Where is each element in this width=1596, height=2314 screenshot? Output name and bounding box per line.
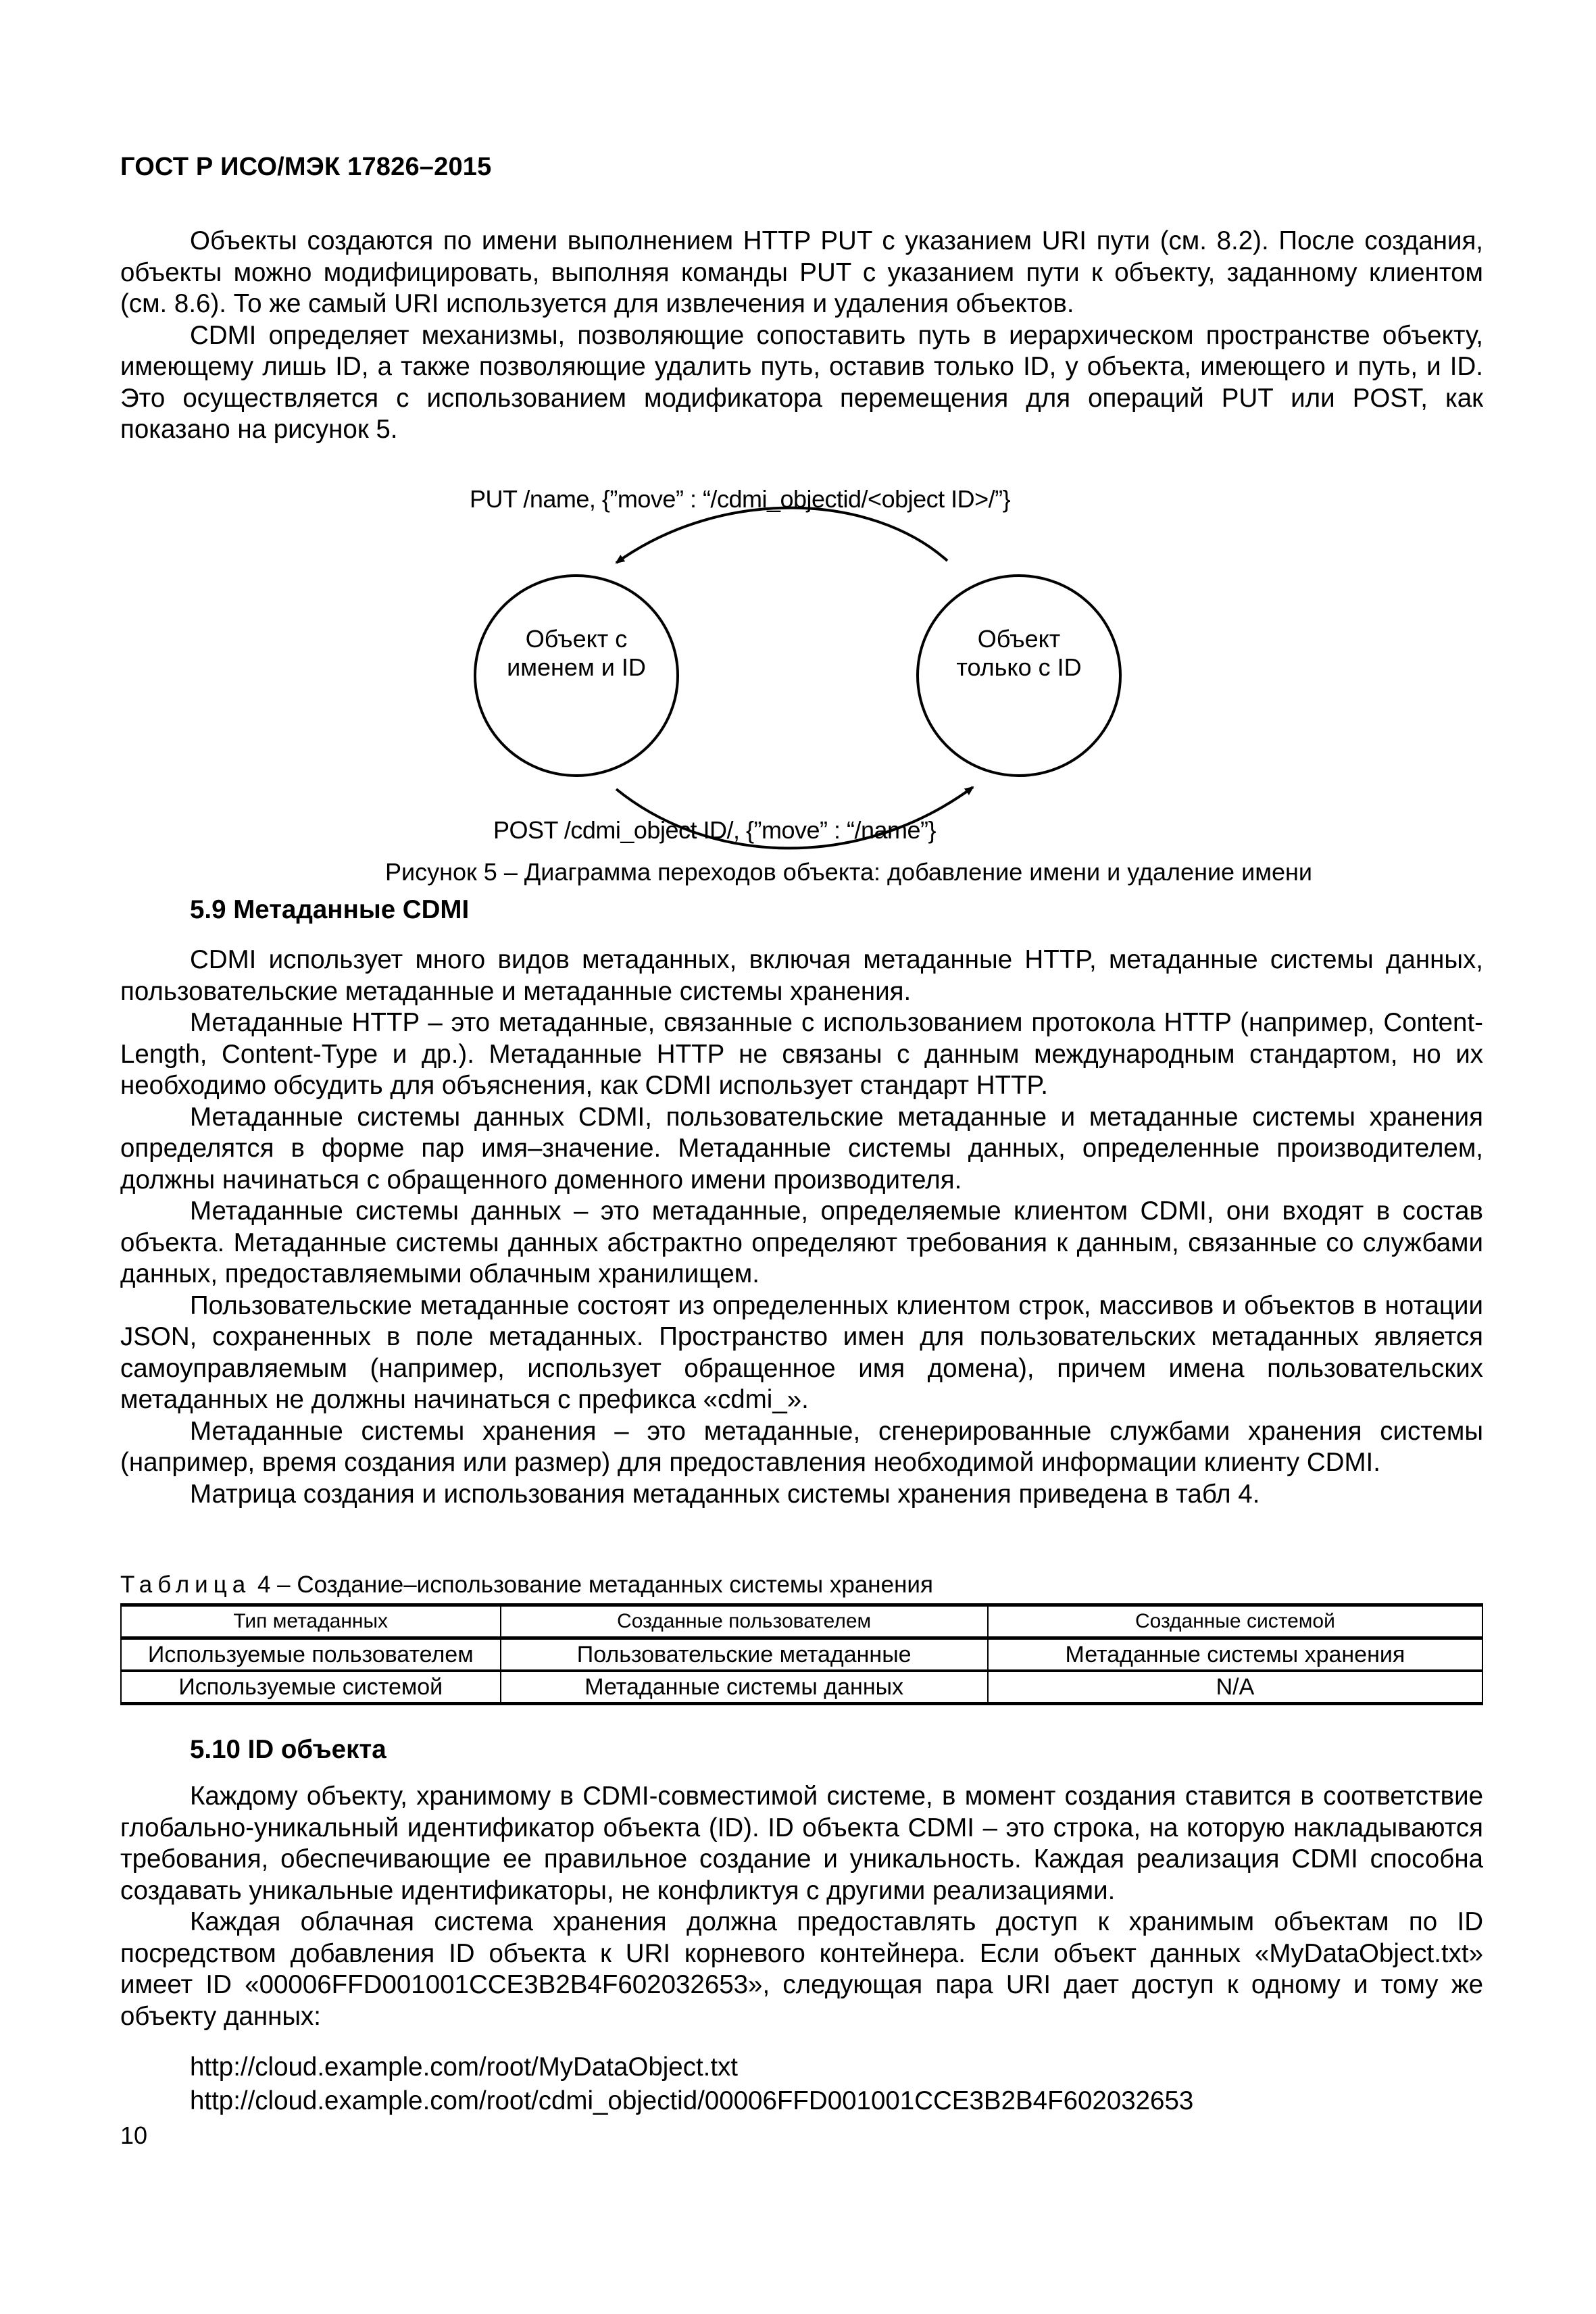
- paragraph: CDMI использует много видов метаданных, включая метаданные HTTP, метаданные системы данных, пользовательские метаданные и метаданные системы хранения.: [120, 945, 1483, 1006]
- left-node-line1: Объект с: [525, 625, 628, 653]
- right-node-line1: Объект: [977, 625, 1061, 653]
- paragraph: Каждому объекту, хранимому в CDMI-совместимой системе, в момент создания ставится в соответствие глобально-уникальный идентификатор объекта (ID). ID объекта CDMI – это строка, на которую накладываются требования, обеспечивающие ее правильное создание и уникальность. Каждая реализация CDMI способна создавать уникальные идентификаторы, не конфликтуя с другими реализациями.: [120, 1782, 1483, 1905]
- table-cell: Пользовательские метаданные: [501, 1638, 988, 1671]
- table-cell: Используемые пользователем: [121, 1638, 501, 1671]
- paragraph: Каждая облачная система хранения должна предоставлять доступ к хранимым объектам по ID посредством добавления ID объекта к URI корневого контейнера. Если объект данных «MyDataObject.txt» имеет ID «00006FFD001001CCE3B2B4F602032653», следующая пара URI дает доступ к одному и тому же объекту данных:: [120, 1907, 1483, 2031]
- paragraph: Матрица создания и использования метаданных системы хранения приведена в табл 4.: [190, 1479, 1260, 1509]
- table-caption-text: 4 – Создание–использование метаданных системы хранения: [251, 1571, 933, 1598]
- section-title-5-9: 5.9 Метаданные CDMI: [190, 895, 470, 924]
- right-node-label: [924, 625, 1114, 682]
- table-row: [121, 1671, 1482, 1704]
- paragraph: CDMI определяет механизмы, позволяющие сопоставить путь в иерархическом пространстве объекту, имеющему лишь ID, а также позволяющие удалить путь, оставив только ID, у объекта, имеющего и путь, и ID. Это осуществляется с использованием модификатора перемещения для операций PUT или POST, как показано на рисунок 5.: [120, 320, 1483, 444]
- example-uri-by-id: http://cloud.example.com/root/cdmi_objectid/00006FFD001001CCE3B2B4F602032653: [190, 2086, 1194, 2115]
- figure-caption: Рисунок 5 – Диаграмма переходов объекта: добавление имени и удаление имени: [385, 858, 1312, 886]
- left-node-line2: именем и ID: [507, 653, 646, 681]
- paragraph: Метаданные HTTP – это метаданные, связанные с использованием протокола HTTP (например, Content-Length, Content-Type и др.). Метаданные HTTP не связаны с данным международным стандартом, но их необходимо обсудить для объяснения, как CDMI использует стандарт HTTP.: [120, 1008, 1483, 1100]
- table-caption: [120, 1571, 933, 1599]
- right-node-line2: только с ID: [956, 653, 1082, 681]
- table-caption-prefix: Таблица: [120, 1571, 251, 1598]
- paragraph: Метаданные системы хранения – это метаданные, сгенерированные службами хранения системы (например, время создания или размер) для предоставления необходимой информации клиенту CDMI.: [120, 1416, 1483, 1477]
- paragraph: Пользовательские метаданные состоят из определенных клиентом строк, массивов и объектов в нотации JSON, сохраненных в поле метаданных. Пространство имен для пользовательских метаданных является самоуправляемым (например, использует обращенное имя домена), причем имена пользовательских метаданных не должны начинаться с префикса «cdmi_».: [120, 1290, 1483, 1414]
- left-node-label: [482, 625, 671, 682]
- section-5-9-text: [120, 945, 1483, 1510]
- section-title-5-10: 5.10 ID объекта: [190, 1735, 386, 1764]
- column-header: Тип метаданных: [121, 1605, 501, 1638]
- paragraph: Метаданные системы данных CDMI, пользовательские метаданные и метаданные системы хранения определятся в форме пар имя–значение. Метаданные системы данных, определенные производителем, должны начинаться с обращенного доменного имени производителя.: [120, 1102, 1483, 1194]
- paragraph: Объекты создаются по имени выполнением HTTP PUT с указанием URI пути (см. 8.2). После создания, объекты можно модифицировать, выполняя команды PUT с указанием пути к объекту, заданному клиентом (см. 8.6). То же самый URI используется для извлечения и удаления объектов.: [120, 226, 1483, 318]
- column-header: Созданные системой: [988, 1605, 1482, 1638]
- put-transition-label: PUT /name, {”move” : “/cdmi_objectid/<object ID>/”}: [470, 485, 1011, 513]
- document-header: ГОСТ Р ИСО/МЭК 17826–2015: [120, 153, 492, 181]
- section-5-10-text: [120, 1781, 1483, 2032]
- table-cell: Метаданные системы данных: [501, 1671, 988, 1704]
- table-row: [121, 1638, 1482, 1671]
- intro-text: [120, 226, 1483, 446]
- example-uri-by-name: http://cloud.example.com/root/MyDataObject.txt: [190, 2053, 738, 2082]
- metadata-matrix-table: [120, 1603, 1483, 1705]
- put-transition-arrow: [616, 508, 947, 563]
- page-number: 10: [120, 2121, 148, 2149]
- table-cell: Используемые системой: [121, 1671, 501, 1704]
- post-transition-label: POST /cdmi_object ID/, {”move” : “/name”}: [493, 816, 937, 844]
- column-header: Созданные пользователем: [501, 1605, 988, 1638]
- paragraph: Метаданные системы данных – это метаданные, определяемые клиентом CDMI, они входят в состав объекта. Метаданные системы данных абстрактно определяют требования к данным, связанные со службами данных, предоставляемыми облачным хранилищем.: [120, 1197, 1483, 1288]
- table-header-row: [121, 1605, 1482, 1638]
- table-cell: Метаданные системы хранения: [988, 1638, 1482, 1671]
- state-transition-diagram: [439, 473, 1182, 878]
- table-cell: N/A: [988, 1671, 1482, 1704]
